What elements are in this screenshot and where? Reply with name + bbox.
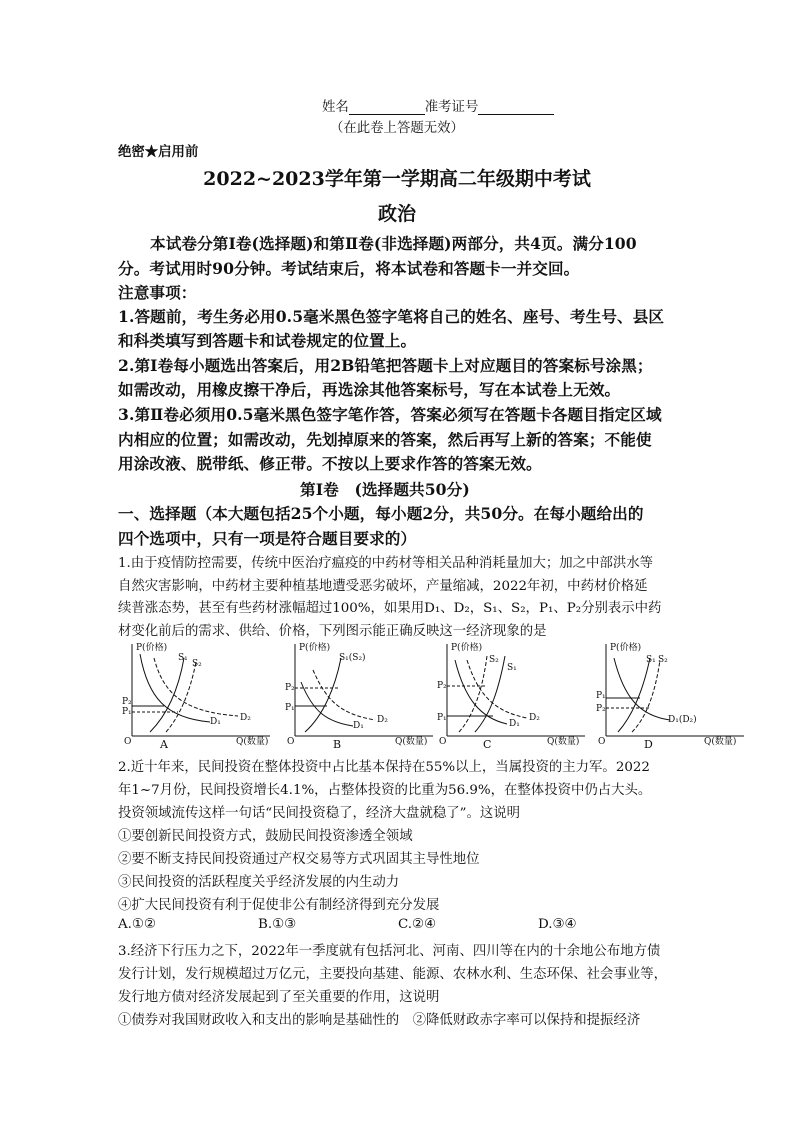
q3-line-4: ①债券对我国财政收入和支出的影响是基础性的 ②降低财政赤字率可以保持和提振经济 <box>118 1013 641 1028</box>
graph-a-q-label: Q(数量) <box>236 737 269 747</box>
notice-1-a: 1.答题前，考生务必用0.5毫米黑色签字笔将自己的姓名、座号、考生号、县区 <box>118 307 665 326</box>
graph-b-s-label: S₁(S₂) <box>339 653 366 663</box>
intro-line-2: 分。考试用时90分钟。考试结束后，将本试卷和答题卡一并交回。 <box>118 259 580 278</box>
graph-b-label: B <box>333 738 342 751</box>
graph-c <box>435 640 595 752</box>
graph-d <box>594 640 754 752</box>
notice-3-a: 3.第Ⅱ卷必须用0.5毫米黑色签字笔作答，答案必须写在答题卡各题目指定区域 <box>118 405 662 424</box>
secret-mark: 绝密★启用前 <box>118 144 199 160</box>
graph-d-s2 <box>632 660 660 732</box>
graph-c-s2-label: S₂ <box>489 655 499 665</box>
graph-a-d1-label: D₁ <box>210 717 221 727</box>
graph-d-s1-label: S₁ <box>646 655 656 665</box>
q2-answer-b: B.①③ <box>258 917 297 932</box>
graph-c-origin: O <box>439 737 447 747</box>
graph-c-p1-label: P₁ <box>437 713 447 723</box>
graph-a-d2-label: D₂ <box>240 713 251 723</box>
q2-option-4: ④扩大民间投资有利于促使非公有制经济得到充分发展 <box>118 898 440 913</box>
graph-d-p1-label: P₁ <box>596 691 606 701</box>
graph-b-p2-label: P₂ <box>285 683 295 693</box>
graph-a-origin: O <box>124 737 132 747</box>
q2-option-1: ①要创新民间投资方式，鼓励民间投资渗透全领域 <box>118 829 413 844</box>
graph-c-s1-label: S₁ <box>507 663 517 673</box>
id-blank <box>478 100 554 115</box>
notice-2-a: 2.第Ⅰ卷每小题选出答案后，用2B铅笔把答题卡上对应题目的答案标号涂黑； <box>118 356 653 375</box>
name-label: 姓名 <box>322 100 349 115</box>
graph-b-q-label: Q(数量) <box>395 737 428 747</box>
graph-d-p-label: P(价格) <box>610 643 642 653</box>
graph-c-d2-label: D₂ <box>529 713 540 723</box>
graph-a-label: A <box>160 738 168 751</box>
graph-c-label: C <box>483 738 492 751</box>
name-blank <box>349 100 425 115</box>
notice-2-b: 如需改动，用橡皮擦干净后，再选涂其他答案标号，写在本试卷上无效。 <box>118 380 621 399</box>
graph-c-s2 <box>459 656 487 732</box>
graph-a-s1-label: S₁ <box>178 653 188 663</box>
q2-option-3: ③民间投资的活跃程度关乎经济发展的内生动力 <box>118 875 400 890</box>
section-1-b: 四个选项中，只有一项是符合题目要求的） <box>118 529 417 548</box>
graph-c-p-label: P(价格) <box>451 643 483 653</box>
graph-b-svg <box>283 640 443 752</box>
exam-subject: 政治 <box>377 203 416 225</box>
q3-line-3: 发行地方债对经济发展起到了至关重要的作用，这说明 <box>118 990 440 1005</box>
graph-d-q-label: Q(数量) <box>704 737 737 747</box>
graph-a-p-label: P(价格) <box>136 643 168 653</box>
graph-b-s <box>305 658 341 732</box>
graph-c-d1-label: D₁ <box>509 719 520 729</box>
graph-b-p-label: P(价格) <box>299 643 331 653</box>
q2-line-2: 年1~7月份，民间投资增长4.1%，占整体投资的比重为56.9%，在整体投资中仍占大头。 <box>118 783 652 798</box>
q2-line-3: 投资领域流传这样一句话“民间投资稳了，经济大盘就稳了”。这说明 <box>118 806 521 821</box>
notice-title: 注意事项： <box>118 283 197 302</box>
section-1-a: 一、选择题（本大题包括25个小题，每小题2分，共50分。在每小题给出的 <box>118 504 644 523</box>
q3-line-1: 3.经济下行压力之下，2022年一季度就有包括河北、河南、四川等在内的十余地公布地方债 <box>118 944 661 959</box>
graph-d-s1 <box>618 658 650 732</box>
graph-d-d-label: D₁(D₂) <box>668 715 697 725</box>
graph-b-d1-label: D₁ <box>353 721 364 731</box>
intro-line-1: 本试卷分第Ⅰ卷(选择题)和第Ⅱ卷(非选择题)两部分，共4页。满分100 <box>150 234 637 253</box>
graph-d-p2-label: P₂ <box>596 704 606 714</box>
name-id-line <box>322 96 554 115</box>
graph-c-p2-label: P₂ <box>437 681 447 691</box>
q2-option-2: ②要不断支持民间投资通过产权交易等方式巩固其主导性地位 <box>118 852 480 867</box>
part-1-heading: 第Ⅰ卷 (选择题共50分) <box>300 480 470 499</box>
id-label: 准考证号 <box>424 100 479 115</box>
q2-answer-a: A.①② <box>118 917 156 932</box>
graph-a-p2-label: P₂ <box>122 697 132 707</box>
graph-d-label: D <box>644 738 653 751</box>
graph-c-q-label: Q(数量) <box>547 737 580 747</box>
graph-c-svg <box>435 640 595 752</box>
notice-1-b: 和科类填写到答题卡和试卷规定的位置上。 <box>118 331 417 350</box>
graph-d-origin: O <box>598 737 606 747</box>
graph-a-p1-label: P₁ <box>122 707 132 717</box>
graph-d-s2-label: S₂ <box>658 655 668 665</box>
graph-a-s2-label: S₂ <box>192 659 202 669</box>
q1-line-1: 1.由于疫情防控需要，传统中医治疗瘟疫的中药材等相关品种消耗量加大；加之中部洪水等 <box>118 556 654 571</box>
q2-answer-d: D.③④ <box>538 917 577 932</box>
q1-line-4: 材变化前后的需求、供给、价格，下列图示能正确反映这一经济现象的是 <box>118 624 547 639</box>
graph-b <box>283 640 443 752</box>
graph-b-p1-label: P₁ <box>285 703 295 713</box>
notice-3-b: 内相应的位置；如需改动，先划掉原来的答案，然后再写上新的答案；不能使 <box>118 430 652 449</box>
q1-line-3: 续普涨态势，甚至有些药材涨幅超过100%，如果用D₁、D₂，S₁、S₂，P₁、P₂分别表示中药 <box>118 601 662 616</box>
graph-b-d1 <box>301 682 353 726</box>
header-note: （在此卷上答题无效） <box>330 121 464 136</box>
graph-b-d2-label: D₂ <box>377 715 388 725</box>
graph-a-svg <box>120 640 280 752</box>
graph-c-d1 <box>455 660 507 724</box>
notice-3-c: 用涂改液、脱带纸、修正带。不按以上要求作答的答案无效。 <box>118 454 542 473</box>
graph-d-svg <box>594 640 754 752</box>
q1-line-2: 自然灾害影响，中药材主要种植基地遭受恶劣破坏，产量缩减，2022年初，中药材价格延 <box>118 579 648 594</box>
q2-answer-c: C.②④ <box>398 917 437 932</box>
q2-line-1: 2.近十年来，民间投资在整体投资中占比基本保持在55%以上，当属投资的主力军。2022 <box>118 760 650 775</box>
q3-line-2: 发行计划，发行规模超过万亿元，主要投向基建、能源、农林水利、生态环保、社会事业等， <box>118 967 668 982</box>
exam-title: 2022~2023学年第一学期高二年级期中考试 <box>203 168 591 190</box>
graph-b-origin: O <box>287 737 295 747</box>
graph-b-d2 <box>313 670 375 720</box>
graph-a <box>120 640 280 752</box>
